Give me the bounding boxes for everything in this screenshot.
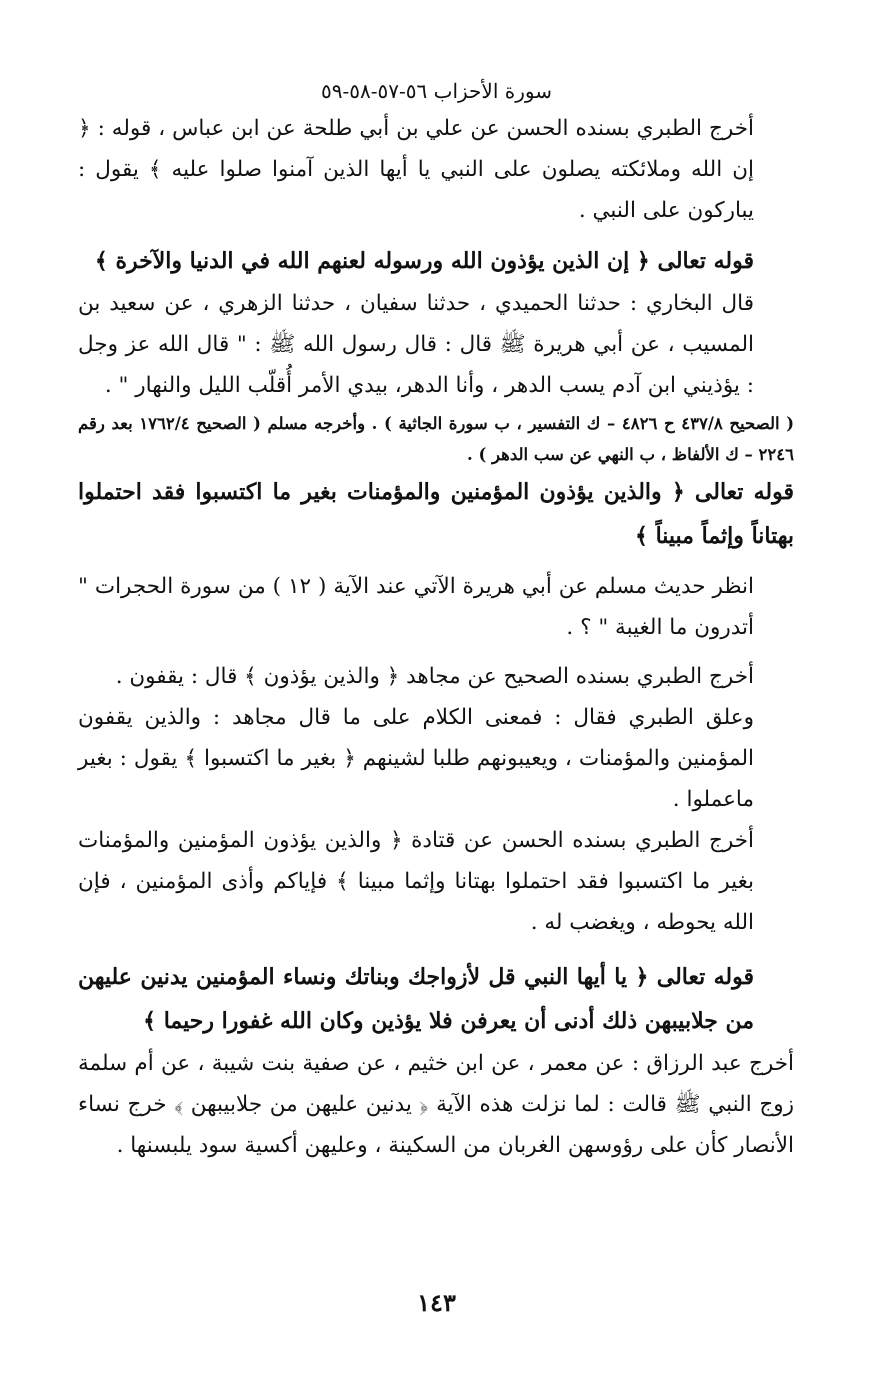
page-body	[78, 108, 794, 1166]
heading-verse-58: قوله تعالى ﴿ والذين يؤذون المؤمنين والمؤمنات بغير ما اكتسبوا فقد احتملوا بهتاناً وإثماً مبيناً ﴾	[78, 479, 794, 549]
heading-verse-59: قوله تعالى ﴿ يا أيها النبي قل لأزواجك وبناتك ونساء المؤمنين يدنين عليهن من جلابيبهن ذلك أدنى أن يعرفن فلا يؤذين وكان الله غفورا رحيما ﴾	[78, 964, 754, 1034]
paragraph-abdulrazzaq-umm-salama: أخرج عبد الرزاق : عن معمر ، عن ابن خثيم ، عن صفية بنت شيبة ، عن أم سلمة زوج النبي ﷺ قالت : لما نزلت هذه الآية ﴿ يدنين عليهن من جلابيبهن ﴾ خرج نساء الأنصار كأن على رؤوسهن الغربان من السكينة ، وعليهن أكسية سود يلبسنها .	[78, 1051, 794, 1158]
paragraph-bukhari-hadith: قال البخاري : حدثنا الحميدي ، حدثنا سفيان ، حدثنا الزهري ، عن سعيد بن المسيب ، عن أبي هريرة ﷺ قال : قال رسول الله ﷺ : " قال الله عز وجل : يؤذيني ابن آدم يسب الدهر ، وأنا الدهر، بيدي الأمر أُقلّب الليل والنهار " .	[78, 291, 754, 398]
page-header: سورة الأحزاب ٥٦-٥٧-٥٨-٥٩	[321, 79, 552, 103]
page-number: ١٤٣	[417, 1288, 456, 1317]
paragraph-muslim-reference: انظر حديث مسلم عن أبي هريرة الآتي عند الآية ( ١٢ ) من سورة الحجرات " أتدرون ما الغيبة " ؟ .	[78, 574, 754, 640]
paragraph-tabari-qatada: أخرج الطبري بسنده الحسن عن قتادة ﴿ والذين يؤذون المؤمنين والمؤمنات بغير ما اكتسبوا فقد احتملوا بهتانا وإثما مبينا ﴾ فإياكم وأذى المؤمنين ، فإن الله يحوطه ، ويغضب له .	[78, 828, 754, 935]
footnote-sahih-reference: ( الصحيح ٤٣٧/٨ ح ٤٨٢٦ – ك التفسير ، ب سورة الجاثية ) . وأخرجه مسلم ( الصحيح ١٧٦٢/٤ بعد رقم ٢٢٤٦ – ك الألفاظ ، ب النهي عن سب الدهر ) .	[78, 414, 794, 464]
paragraph-tabari-ibn-abbas: أخرج الطبري بسنده الحسن عن علي بن أبي طلحة عن ابن عباس ، قوله : ﴿ إن الله وملائكته يصلون على النبي يا أيها الذين آمنوا صلوا عليه ﴾ يقول : يباركون على النبي .	[78, 116, 754, 223]
paragraph-tabari-mujahid: أخرج الطبري بسنده الصحيح عن مجاهد ﴿ والذين يؤذون ﴾ قال : يقفون .	[115, 664, 754, 689]
paragraph-tabari-commentary: وعلق الطبري فقال : فمعنى الكلام على ما قال مجاهد : والذين يقفون المؤمنين والمؤمنات ، ويعيبونهم طلبا لشينهم ﴿ بغير ما اكتسبوا ﴾ يقول : بغير ماعملوا .	[78, 705, 754, 812]
heading-verse-57: قوله تعالى ﴿ إن الذين يؤذون الله ورسوله لعنهم الله في الدنيا والآخرة ﴾	[94, 248, 754, 274]
